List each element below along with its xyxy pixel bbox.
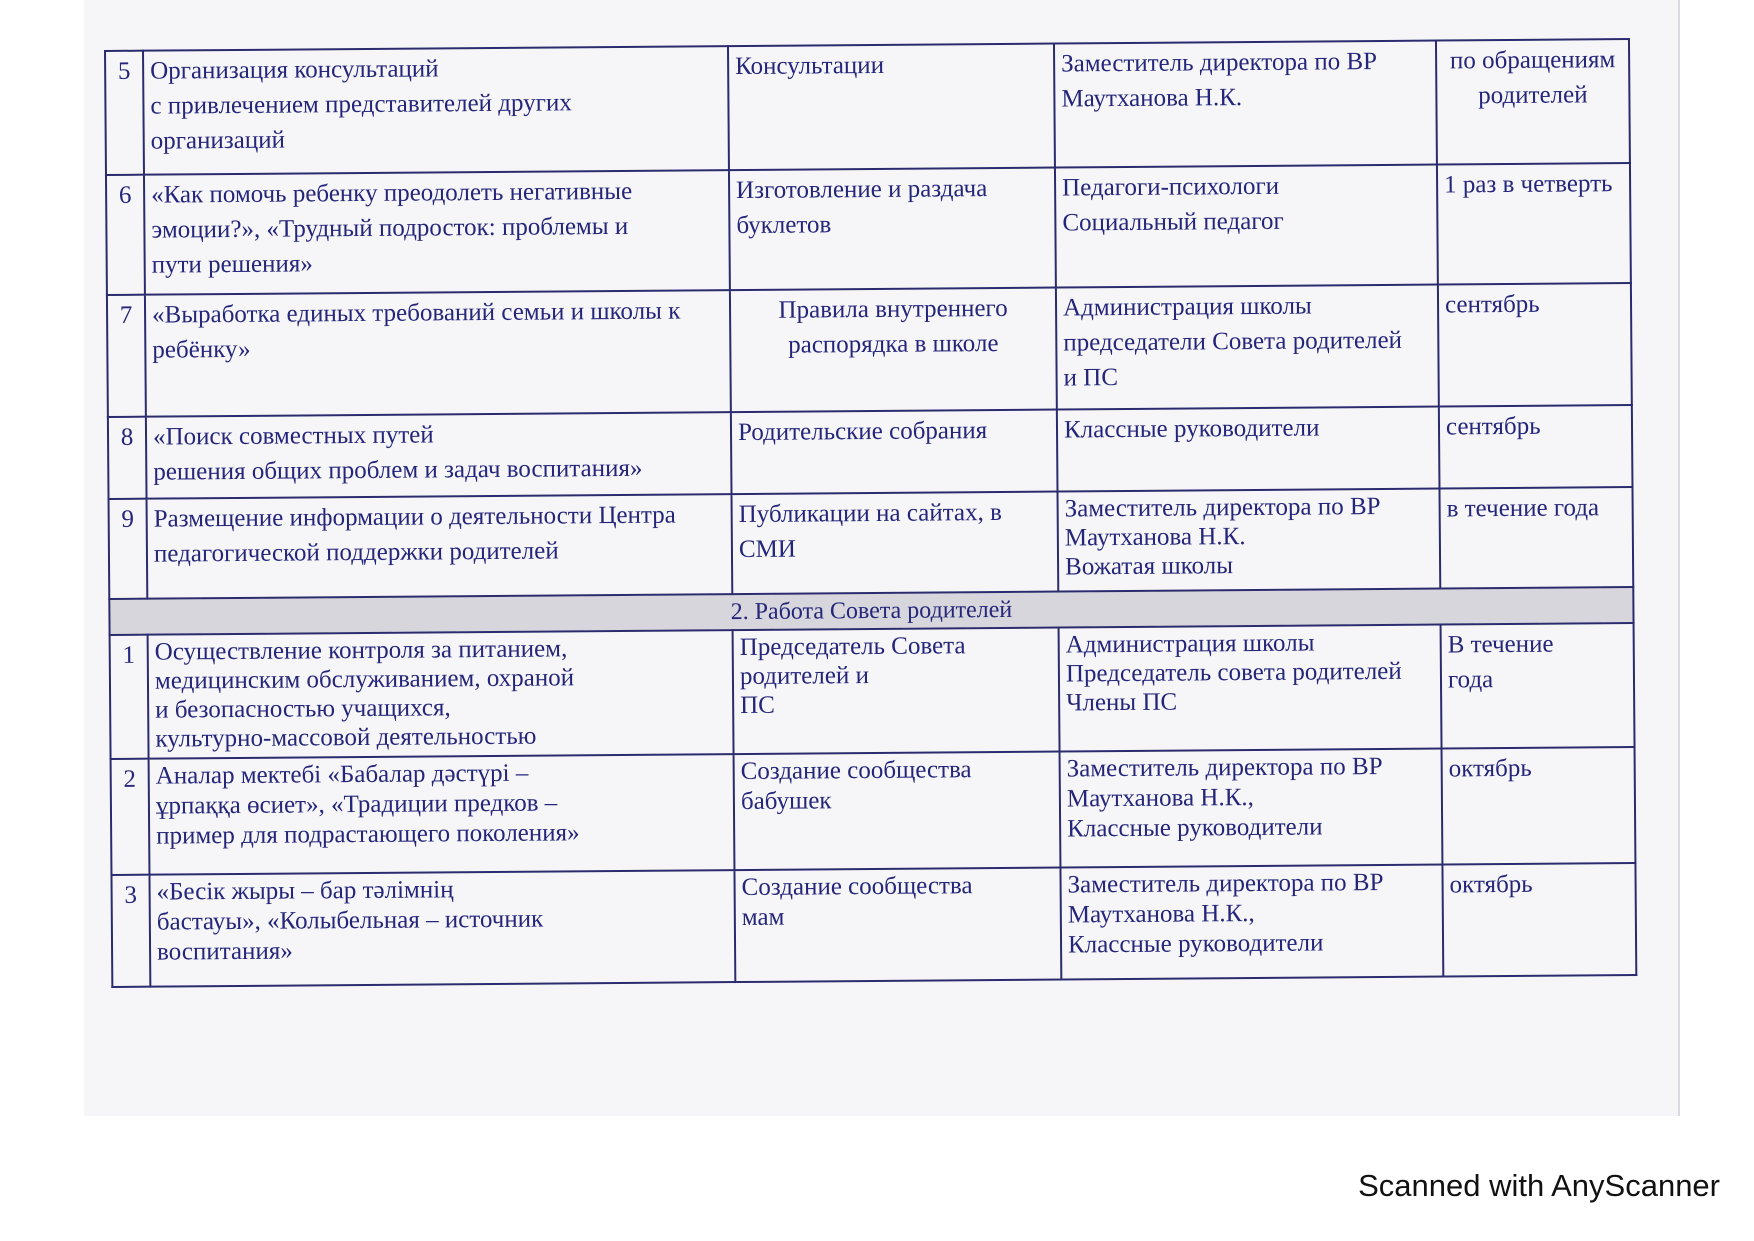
row-number: 8	[108, 417, 147, 499]
responsible-cell: Педагоги-психологи Социальный педагог	[1055, 165, 1438, 288]
activity-cell: Организация консультаций с привлечением представителей других организаций	[143, 46, 729, 175]
responsible-cell: Администрация школы председатели Совета родителей и ПС	[1056, 285, 1439, 410]
timing-cell: в течение года	[1439, 487, 1633, 589]
row-number: 7	[107, 295, 146, 417]
activity-cell: «Поиск совместных путей решения общих проблем и задач воспитания»	[146, 412, 732, 499]
row-number: 6	[106, 175, 145, 295]
timing-cell: 1 раз в четверть	[1437, 163, 1631, 285]
document-table-container	[104, 38, 1635, 988]
timing-cell: октябрь	[1442, 747, 1636, 865]
responsible-cell: Заместитель директора по ВР Маутханова Н.К.	[1054, 41, 1437, 168]
table-row	[108, 405, 1633, 499]
activity-cell: «Бесік жыры – бар тәлімнің бастауы», «Колыбельная – источник воспитания»	[149, 870, 735, 987]
responsible-cell: Заместитель директора по ВР Маутханова Н.К., Классные руководители	[1060, 865, 1443, 980]
row-number: 9	[109, 499, 148, 599]
table-row	[106, 163, 1631, 295]
table-row	[111, 863, 1636, 987]
row-number: 3	[111, 875, 150, 987]
form-cell: Консультации	[728, 44, 1055, 171]
table-row	[110, 623, 1635, 759]
form-cell: Председатель Совета родителей и ПС	[733, 628, 1060, 755]
form-cell: Правила внутреннего распорядка в школе	[730, 288, 1057, 413]
form-cell: Публикации на сайтах, в СМИ	[732, 492, 1059, 595]
form-cell: Родительские собрания	[731, 410, 1058, 495]
timing-cell: сентябрь	[1439, 405, 1633, 489]
timing-cell: сентябрь	[1438, 283, 1632, 407]
timing-cell: В течение года	[1441, 623, 1635, 749]
row-number: 1	[110, 635, 149, 759]
responsible-cell: Заместитель директора по ВР Маутханова Н.К. Вожатая школы	[1057, 489, 1440, 592]
form-cell: Создание сообщества бабушек	[734, 752, 1061, 871]
section-title: 2. Работа Совета родителей	[109, 587, 1633, 635]
timing-cell: октябрь	[1442, 863, 1636, 977]
responsible-cell: Администрация школы Председатель совета родителей Члены ПС	[1059, 625, 1442, 752]
responsible-cell: Классные руководители	[1057, 407, 1440, 492]
responsible-cell: Заместитель директора по ВР Маутханова Н.К., Классные руководители	[1060, 749, 1443, 868]
activity-cell: Осуществление контроля за питанием, медицинским обслуживанием, охраной и безопасностью учащихся, культурно-массовой деятельностью	[148, 630, 734, 759]
activity-cell: «Как помочь ребенку преодолеть негативные эмоции?», «Трудный подросток: проблемы и пути решения»	[144, 170, 730, 295]
scanner-watermark: Scanned with AnyScanner	[1358, 1168, 1720, 1203]
form-cell: Изготовление и раздача буклетов	[729, 168, 1056, 291]
table-row	[109, 487, 1634, 599]
activity-cell: Аналар мектебі «Бабалар дәстүрі – ұрпаққа өсиет», «Традиции предков – пример для подрастающего поколения»	[149, 754, 735, 875]
timing-cell: по обращениям родителей	[1436, 39, 1630, 165]
table-row	[107, 283, 1632, 417]
activity-plan-table	[104, 38, 1637, 988]
activity-cell: Размещение информации о деятельности Центра педагогической поддержки родителей	[147, 494, 733, 599]
table-row	[105, 39, 1630, 175]
table-row	[111, 747, 1636, 875]
activity-cell: «Выработка единых требований семьи и школы к ребёнку»	[145, 290, 731, 417]
row-number: 2	[111, 759, 150, 875]
form-cell: Создание сообщества мам	[734, 868, 1061, 983]
row-number: 5	[105, 51, 144, 175]
